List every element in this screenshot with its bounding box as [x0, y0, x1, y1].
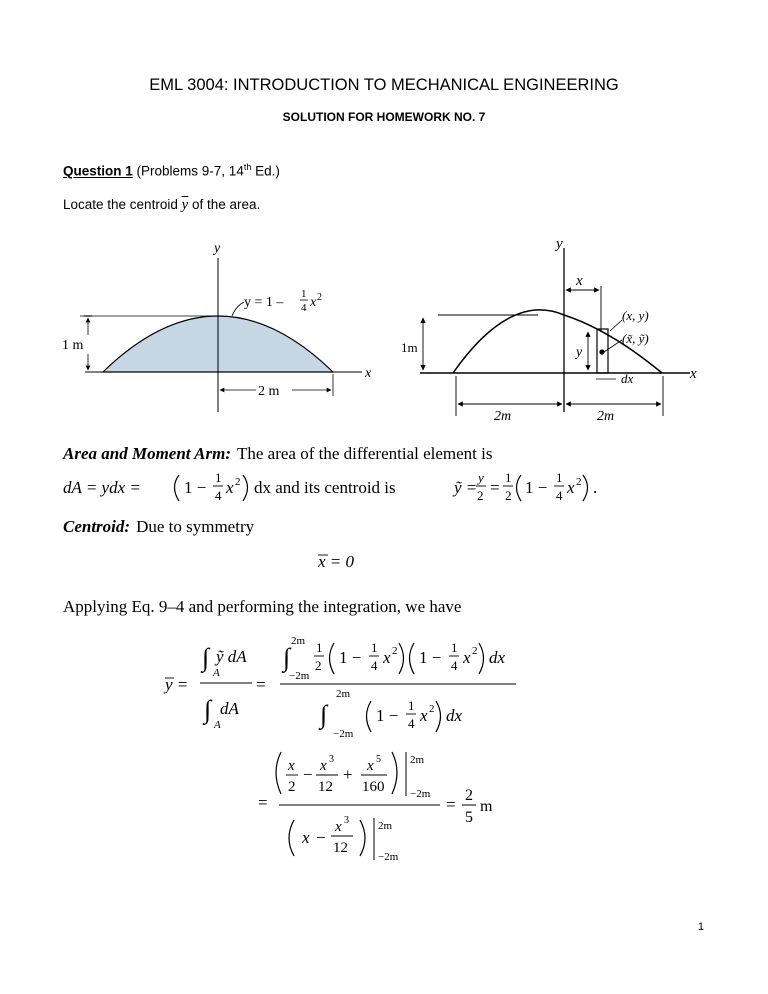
right-left-dim-label: 2m	[494, 409, 512, 424]
eq-frac-den: 4	[301, 302, 307, 314]
eq3: =	[258, 793, 268, 812]
d-paren-l	[367, 701, 372, 732]
r2-eval-lo: −2m	[378, 851, 399, 863]
right-y-label: y	[556, 236, 563, 252]
ytdA: ỹ dA	[216, 647, 247, 666]
final-den: 5	[465, 809, 473, 826]
figure-right	[420, 248, 690, 416]
n-f2-den: 4	[451, 658, 458, 673]
r2-x3-den: 12	[333, 840, 348, 856]
da-one: 1 −	[184, 478, 207, 497]
n-paren-l2	[410, 643, 415, 674]
r2-paren-l	[289, 820, 294, 856]
da-rest: dx and its centroid is	[254, 478, 396, 497]
question-ref-sup: th	[243, 162, 252, 172]
prompt-text-end: of the area.	[188, 197, 261, 212]
eq-frac-num: 1	[301, 288, 307, 300]
right-labels	[401, 236, 697, 424]
right-right-dim-label: 2m	[597, 409, 615, 424]
point-leader	[610, 320, 622, 331]
n-half-num: 1	[316, 640, 323, 655]
course-title: EML 3004: INTRODUCTION TO MECHANICAL ENGINEERING	[149, 76, 619, 94]
ytilde-lhs: ỹ =	[454, 478, 478, 497]
equation-leader	[232, 302, 244, 316]
int-1: ∫	[202, 643, 210, 672]
d-dx: dx	[446, 706, 463, 725]
final-num: 2	[465, 787, 473, 804]
r-x2-num: x	[288, 758, 295, 774]
question-ref: (Problems 9-7, 14	[136, 163, 244, 179]
n-f1-num: 1	[371, 640, 378, 655]
question-ref-end: Ed.)	[251, 163, 280, 179]
figure-left	[62, 241, 372, 412]
left-equation: y = 1 –	[244, 295, 284, 310]
solution-line-1: Area and Moment Arm: The area of the differential element is	[63, 444, 493, 463]
eq-exp: 2	[317, 292, 322, 303]
n-x1-exp: 2	[392, 645, 398, 657]
paren-l2	[517, 475, 522, 501]
int-4-lo: −2m	[333, 728, 354, 740]
n-paren-r1	[399, 643, 404, 674]
left-x-label: x	[365, 366, 372, 381]
r-x3-den: 12	[318, 779, 333, 795]
r2-x: x	[302, 828, 310, 847]
solution-line-5: Applying Eq. 9–4 and performing the integration, we have	[63, 597, 462, 616]
paren-l	[175, 475, 180, 501]
int-3-lo: −2m	[289, 670, 310, 682]
da-x-exp: 2	[235, 476, 241, 488]
r-minus: −	[303, 765, 313, 784]
r-eval-up: 2m	[410, 754, 425, 766]
da-frac-num: 1	[215, 470, 222, 485]
int-1-sub: A	[213, 667, 220, 679]
page-number: 1	[697, 921, 704, 933]
solution-line-3: Centroid: Due to symmetry	[63, 517, 255, 536]
y2-num: y	[478, 470, 484, 485]
xbar-eq: x = 0	[318, 552, 355, 571]
int-3-up: 2m	[291, 635, 306, 647]
n-dx: dx	[489, 648, 506, 667]
da-lhs: dA = ydx =	[63, 478, 141, 497]
left-y-label: y	[214, 241, 221, 256]
c-one: 1 −	[525, 478, 548, 497]
int-4: ∫	[320, 700, 328, 729]
right-x-label: x	[690, 366, 697, 382]
right-x-dim-label: x	[576, 273, 583, 289]
left-height-label: 1 m	[62, 338, 84, 353]
r-x3-num: x	[320, 758, 327, 774]
r-x2-den: 2	[288, 779, 296, 795]
r2-x3-exp: 3	[344, 815, 349, 826]
ybar-lhs: y =	[165, 675, 189, 694]
final-unit: m	[480, 798, 493, 815]
right-height-label: 1m	[401, 340, 418, 355]
r2-x3-num: x	[335, 819, 342, 835]
c-frac-den: 4	[556, 488, 563, 503]
half-num: 1	[505, 470, 512, 485]
paren-r2	[583, 475, 588, 501]
n-x1: x	[383, 648, 391, 667]
n-paren-l1	[330, 643, 335, 674]
n-paren-r2	[479, 643, 484, 674]
c-frac-num: 1	[556, 470, 563, 485]
int-2-sub: A	[214, 719, 221, 731]
c-dot: .	[593, 478, 598, 497]
eq4: =	[446, 795, 456, 814]
c-x: x	[567, 478, 575, 497]
solution	[62, 444, 597, 863]
r-x5-exp: 5	[376, 754, 381, 765]
right-point-label: (x, y)	[622, 308, 649, 323]
r-paren-r	[392, 752, 397, 794]
c-x-exp: 2	[576, 476, 582, 488]
right-centroid-label: (x̃, ỹ)	[622, 331, 649, 346]
r-x5-den: 160	[362, 779, 385, 795]
prompt-text: Locate the centroid	[63, 197, 182, 212]
d-x-exp: 2	[429, 703, 435, 715]
d-paren-r	[436, 701, 441, 732]
eq2: =	[256, 675, 266, 694]
n-f2-num: 1	[451, 640, 458, 655]
n-x2: x	[463, 648, 471, 667]
r-eval-lo: −2m	[410, 788, 431, 800]
r-x3-exp: 3	[329, 754, 334, 765]
n-half-den: 2	[315, 658, 322, 673]
r-paren-l	[276, 752, 281, 794]
n-one-2: 1 −	[419, 648, 442, 667]
r2-paren-r	[360, 820, 365, 856]
int-4-up: 2m	[336, 688, 351, 700]
da-x: x	[226, 478, 234, 497]
homework-subtitle: SOLUTION FOR HOMEWORK NO. 7	[282, 110, 486, 124]
n-f1-den: 4	[371, 658, 378, 673]
d-one: 1 −	[376, 706, 399, 725]
centroid-dot	[600, 350, 604, 354]
r2-eval-up: 2m	[378, 820, 393, 832]
int-2: ∫	[204, 695, 212, 724]
eq-sign: =	[490, 478, 500, 497]
r-plus: +	[343, 765, 353, 784]
eq-x: x	[310, 295, 317, 310]
half-den: 2	[505, 488, 512, 503]
r2-minus: −	[316, 828, 326, 847]
right-dx-label: dx	[621, 371, 634, 386]
centroid-leader	[604, 340, 622, 352]
r-x5-num: x	[367, 758, 374, 774]
y2-den: 2	[477, 488, 484, 503]
left-width-label: 2 m	[258, 384, 280, 399]
paren-r	[243, 475, 248, 501]
right-element-height: y	[576, 345, 583, 360]
prompt-ybar: $\overline{y}$	[181, 197, 189, 213]
da-frac-den: 4	[215, 488, 222, 503]
n-one-1: 1 −	[339, 648, 362, 667]
int-3: ∫	[283, 643, 291, 672]
d-f-num: 1	[408, 698, 415, 713]
d-x: x	[420, 706, 428, 725]
question-label: Question 1	[63, 163, 133, 179]
n-x2-exp: 2	[472, 645, 478, 657]
dA: dA	[220, 699, 239, 718]
d-f-den: 4	[408, 716, 415, 731]
